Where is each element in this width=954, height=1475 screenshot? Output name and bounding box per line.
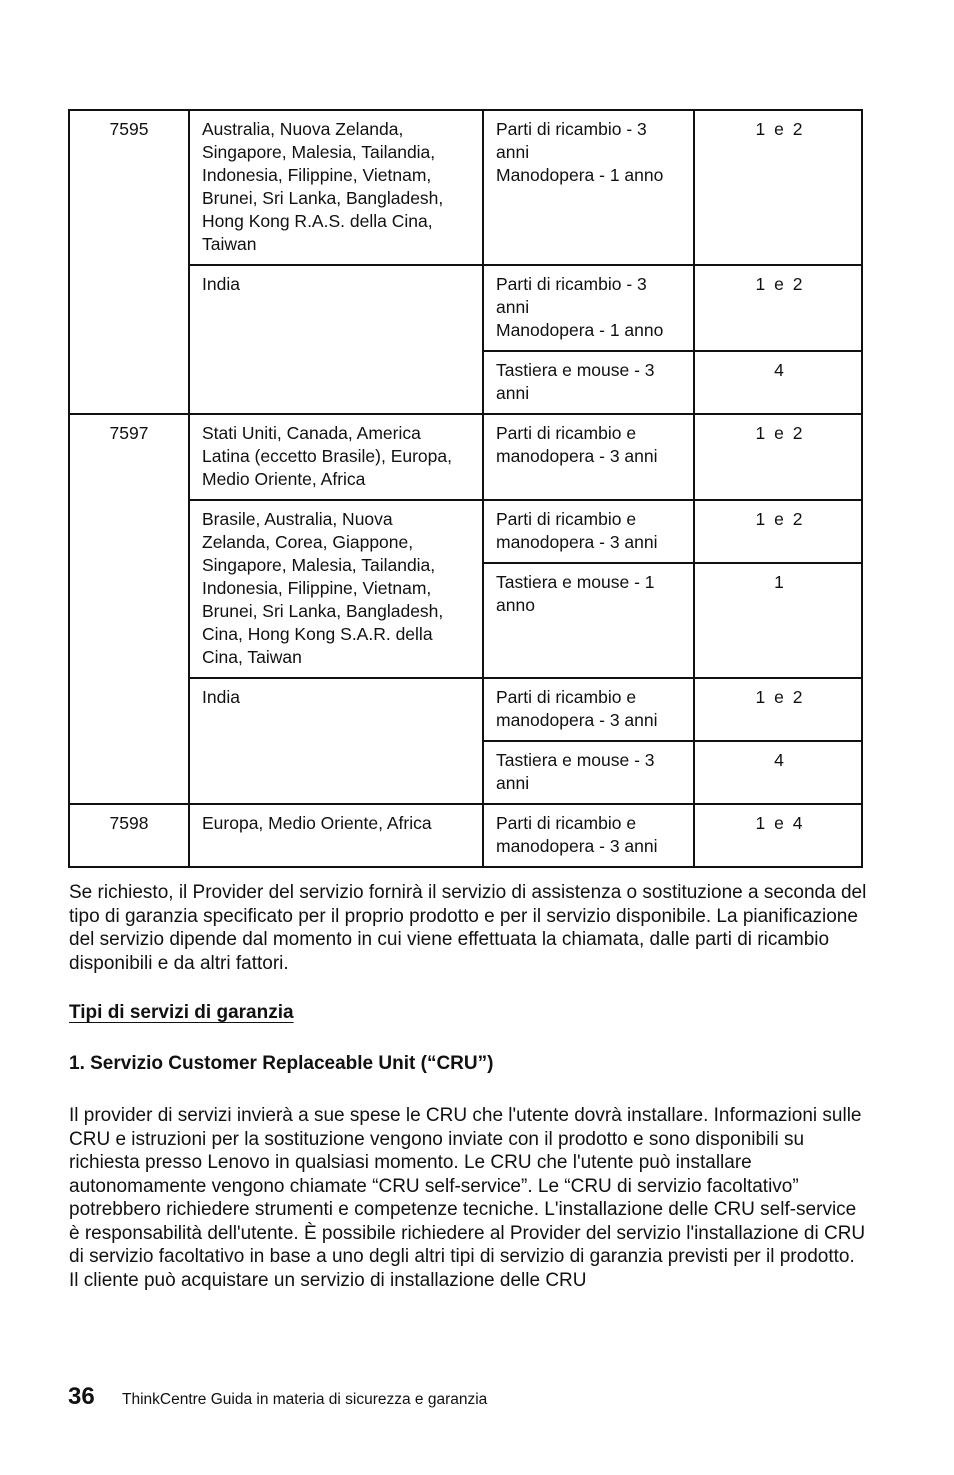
country-cell: Europa, Medio Oriente, Africa: [189, 804, 483, 867]
warranty-period-cell: Parti di ricambio e manodopera - 3 anni: [483, 414, 694, 500]
footer-title: ThinkCentre Guida in materia di sicurezza e garanzia: [122, 1391, 488, 1408]
service-level-cell: 1 e 2: [694, 414, 862, 500]
warranty-period-cell: Parti di ricambio e manodopera - 3 anni: [483, 678, 694, 741]
service-level-cell: 1 e 2: [694, 500, 862, 563]
cru-subheading: 1. Servizio Customer Replaceable Unit (“CRU”): [69, 1053, 494, 1074]
warranty-period-cell: Tastiera e mouse - 1 anno: [483, 563, 694, 678]
service-level-cell: 1 e 4: [694, 804, 862, 867]
service-level-cell: 1: [694, 563, 862, 678]
service-level-cell: 1 e 2: [694, 110, 862, 265]
section-heading: Tipi di servizi di garanzia: [69, 1002, 294, 1023]
table-row: [69, 110, 862, 265]
country-cell: Australia, Nuova Zelanda, Singapore, Malesia, Tailandia, Indonesia, Filippine, Vietnam, Brunei, Sri Lanka, Bangladesh, Hong Kong R.A.S. della Cina, Taiwan: [189, 110, 483, 265]
warranty-period-cell: Parti di ricambio - 3 anni Manodopera - 1 anno: [483, 110, 694, 265]
country-cell: India: [189, 265, 483, 414]
country-cell: Brasile, Australia, Nuova Zelanda, Corea, Giappone, Singapore, Malesia, Tailandia, Indonesia, Filippine, Vietnam, Brunei, Sri Lanka, Bangladesh, Cina, Hong Kong S.A.R. della Cina, Taiwan: [189, 500, 483, 678]
service-level-cell: 4: [694, 351, 862, 414]
service-level-cell: 1 e 2: [694, 265, 862, 351]
warranty-period-cell: Tastiera e mouse - 3 anni: [483, 741, 694, 804]
country-cell: India: [189, 678, 483, 804]
cru-paragraph: Il provider di servizi invierà a sue spese le CRU che l'utente dovrà installare. Informazioni sulle CRU e istruzioni per la sostituzione vengono inviate con il prodotto e sono disponibili su richiesta presso Lenovo in qualsiasi momento. Le CRU che l'utente può installare autonomamente vengono chiamate “CRU self-service”. Le “CRU di servizio facoltativo” potrebbero richiedere strumenti e competenze tecniche. L'installazione delle CRU self-service è responsabilità dell'utente. È possibile richiedere al Provider del servizio l'installazione di CRU di servizio facoltativo in base a uno degli altri tipi di servizio di garanzia previsti per il prodotto. Il cliente può acquistare un servizio di installazione delle CRU: [69, 1105, 866, 1291]
service-level-cell: 1 e 2: [694, 678, 862, 741]
warranty-period-cell: Tastiera e mouse - 3 anni: [483, 351, 694, 414]
table-row: [69, 804, 862, 867]
warranty-period-cell: Parti di ricambio e manodopera - 3 anni: [483, 500, 694, 563]
warranty-period-cell: Parti di ricambio - 3 anni Manodopera - 1 anno: [483, 265, 694, 351]
table-row: [69, 414, 862, 500]
country-cell: Stati Uniti, Canada, America Latina (eccetto Brasile), Europa, Medio Oriente, Africa: [189, 414, 483, 500]
machine-type-cell: 7598: [69, 804, 189, 867]
warranty-table: [68, 109, 863, 868]
page-number: 36: [68, 1383, 95, 1410]
service-provider-paragraph: Se richiesto, il Provider del servizio fornirà il servizio di assistenza o sostituzione a seconda del tipo di garanzia specificato per il proprio prodotto e per il servizio disponibile. La pianificazione del servizio dipende dal momento in cui viene effettuata la chiamata, dalle parti di ricambio disponibili e da altri fattori.: [69, 882, 867, 974]
machine-type-cell: 7595: [69, 110, 189, 414]
warranty-period-cell: Parti di ricambio e manodopera - 3 anni: [483, 804, 694, 867]
service-level-cell: 4: [694, 741, 862, 804]
machine-type-cell: 7597: [69, 414, 189, 804]
